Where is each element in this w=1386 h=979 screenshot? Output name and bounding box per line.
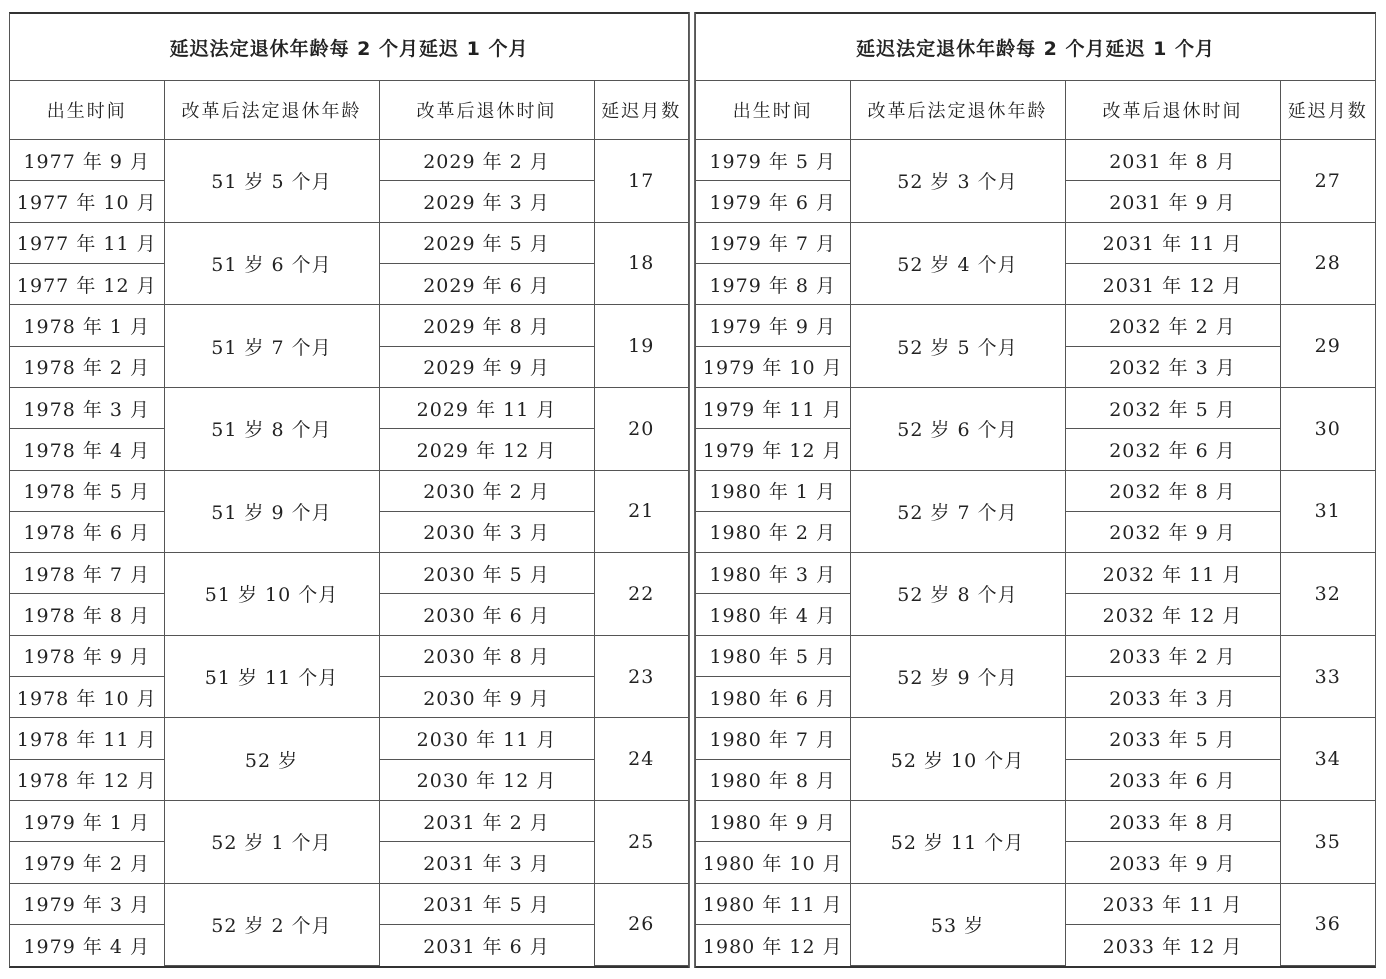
retirement-date-cell: 2032 年 5 月 bbox=[1065, 387, 1280, 428]
delay-months-cell: 35 bbox=[1280, 801, 1375, 884]
birth-date-cell: 1979 年 9 月 bbox=[696, 305, 850, 346]
birth-date-cell: 1979 年 5 月 bbox=[696, 140, 850, 181]
birth-date-cell: 1980 年 5 月 bbox=[696, 635, 850, 676]
retirement-age-cell: 52 岁 9 个月 bbox=[850, 635, 1065, 718]
retirement-age-cell: 51 岁 10 个月 bbox=[164, 553, 379, 636]
retirement-age-cell: 52 岁 1 个月 bbox=[164, 801, 379, 884]
retirement-table-left bbox=[10, 14, 688, 966]
delay-months-cell: 36 bbox=[1280, 883, 1375, 965]
retirement-date-cell: 2030 年 5 月 bbox=[379, 553, 594, 594]
delay-months-cell: 24 bbox=[594, 718, 688, 801]
delay-months-cell: 30 bbox=[1280, 387, 1375, 470]
table-row bbox=[10, 222, 688, 263]
retirement-date-cell: 2031 年 3 月 bbox=[379, 842, 594, 883]
birth-date-cell: 1980 年 9 月 bbox=[696, 801, 850, 842]
header-delay-months: 延迟月数 bbox=[1280, 81, 1375, 140]
retirement-date-cell: 2030 年 2 月 bbox=[379, 470, 594, 511]
retirement-date-cell: 2033 年 3 月 bbox=[1065, 677, 1280, 718]
retirement-date-cell: 2033 年 5 月 bbox=[1065, 718, 1280, 759]
retirement-date-cell: 2030 年 11 月 bbox=[379, 718, 594, 759]
delay-months-cell: 17 bbox=[594, 140, 688, 223]
delay-months-cell: 18 bbox=[594, 222, 688, 305]
retirement-date-cell: 2030 年 12 月 bbox=[379, 759, 594, 800]
retirement-date-cell: 2029 年 2 月 bbox=[379, 140, 594, 181]
retirement-date-cell: 2033 年 6 月 bbox=[1065, 759, 1280, 800]
birth-date-cell: 1979 年 10 月 bbox=[696, 346, 850, 387]
retirement-date-cell: 2030 年 9 月 bbox=[379, 677, 594, 718]
delay-months-cell: 28 bbox=[1280, 222, 1375, 305]
birth-date-cell: 1977 年 9 月 bbox=[10, 140, 164, 181]
header-delay-months: 延迟月数 bbox=[594, 81, 688, 140]
delay-months-cell: 31 bbox=[1280, 470, 1375, 553]
delay-months-cell: 20 bbox=[594, 387, 688, 470]
retirement-date-cell: 2030 年 8 月 bbox=[379, 635, 594, 676]
retirement-age-cell: 51 岁 7 个月 bbox=[164, 305, 379, 388]
delay-months-cell: 22 bbox=[594, 553, 688, 636]
retirement-age-cell: 51 岁 8 个月 bbox=[164, 387, 379, 470]
retirement-age-cell: 51 岁 11 个月 bbox=[164, 635, 379, 718]
birth-date-cell: 1980 年 1 月 bbox=[696, 470, 850, 511]
retirement-age-cell: 52 岁 bbox=[164, 718, 379, 801]
retirement-age-cell: 52 岁 5 个月 bbox=[850, 305, 1065, 388]
table-title: 延迟法定退休年龄每 2 个月延迟 1 个月 bbox=[10, 14, 688, 81]
birth-date-cell: 1979 年 6 月 bbox=[696, 181, 850, 222]
right-table-panel bbox=[695, 12, 1376, 968]
retirement-date-cell: 2029 年 8 月 bbox=[379, 305, 594, 346]
birth-date-cell: 1978 年 7 月 bbox=[10, 553, 164, 594]
retirement-date-cell: 2029 年 12 月 bbox=[379, 429, 594, 470]
retirement-date-cell: 2031 年 5 月 bbox=[379, 883, 594, 924]
birth-date-cell: 1978 年 11 月 bbox=[10, 718, 164, 759]
retirement-age-cell: 52 岁 8 个月 bbox=[850, 553, 1065, 636]
retirement-age-cell: 52 岁 11 个月 bbox=[850, 801, 1065, 884]
retirement-age-cell: 51 岁 6 个月 bbox=[164, 222, 379, 305]
table-row bbox=[696, 883, 1375, 924]
birth-date-cell: 1979 年 8 月 bbox=[696, 263, 850, 304]
birth-date-cell: 1979 年 2 月 bbox=[10, 842, 164, 883]
table-row bbox=[10, 801, 688, 842]
retirement-date-cell: 2031 年 12 月 bbox=[1065, 263, 1280, 304]
table-row bbox=[10, 553, 688, 594]
birth-date-cell: 1979 年 11 月 bbox=[696, 387, 850, 428]
delay-months-cell: 27 bbox=[1280, 140, 1375, 223]
retirement-date-cell: 2033 年 12 月 bbox=[1065, 924, 1280, 965]
retirement-date-cell: 2029 年 11 月 bbox=[379, 387, 594, 428]
birth-date-cell: 1980 年 7 月 bbox=[696, 718, 850, 759]
table-row bbox=[696, 222, 1375, 263]
table-row bbox=[10, 718, 688, 759]
retirement-date-cell: 2032 年 12 月 bbox=[1065, 594, 1280, 635]
table-row bbox=[10, 635, 688, 676]
retirement-date-cell: 2029 年 9 月 bbox=[379, 346, 594, 387]
retirement-age-cell: 52 岁 7 个月 bbox=[850, 470, 1065, 553]
retirement-date-cell: 2032 年 11 月 bbox=[1065, 553, 1280, 594]
retirement-age-cell: 52 岁 3 个月 bbox=[850, 140, 1065, 223]
retirement-date-cell: 2032 年 9 月 bbox=[1065, 511, 1280, 552]
delay-months-cell: 21 bbox=[594, 470, 688, 553]
header-retirement-date: 改革后退休时间 bbox=[379, 81, 594, 140]
birth-date-cell: 1978 年 5 月 bbox=[10, 470, 164, 511]
delay-months-cell: 26 bbox=[594, 883, 688, 965]
birth-date-cell: 1980 年 3 月 bbox=[696, 553, 850, 594]
birth-date-cell: 1979 年 1 月 bbox=[10, 801, 164, 842]
delay-months-cell: 25 bbox=[594, 801, 688, 884]
table-row bbox=[10, 305, 688, 346]
table-row bbox=[696, 470, 1375, 511]
birth-date-cell: 1978 年 12 月 bbox=[10, 759, 164, 800]
header-birth-date: 出生时间 bbox=[10, 81, 164, 140]
delay-months-cell: 34 bbox=[1280, 718, 1375, 801]
header-birth-date: 出生时间 bbox=[696, 81, 850, 140]
retirement-age-cell: 52 岁 6 个月 bbox=[850, 387, 1065, 470]
retirement-date-cell: 2032 年 2 月 bbox=[1065, 305, 1280, 346]
table-row bbox=[696, 553, 1375, 594]
birth-date-cell: 1978 年 4 月 bbox=[10, 429, 164, 470]
birth-date-cell: 1980 年 4 月 bbox=[696, 594, 850, 635]
retirement-age-cell: 53 岁 bbox=[850, 883, 1065, 965]
retirement-date-cell: 2030 年 3 月 bbox=[379, 511, 594, 552]
birth-date-cell: 1979 年 4 月 bbox=[10, 924, 164, 965]
birth-date-cell: 1977 年 11 月 bbox=[10, 222, 164, 263]
birth-date-cell: 1980 年 10 月 bbox=[696, 842, 850, 883]
birth-date-cell: 1980 年 8 月 bbox=[696, 759, 850, 800]
retirement-age-cell: 52 岁 4 个月 bbox=[850, 222, 1065, 305]
table-row bbox=[696, 140, 1375, 181]
delay-months-cell: 23 bbox=[594, 635, 688, 718]
table-row bbox=[10, 883, 688, 924]
table-row bbox=[696, 635, 1375, 676]
birth-date-cell: 1979 年 7 月 bbox=[696, 222, 850, 263]
retirement-table-right bbox=[696, 14, 1375, 966]
delay-months-cell: 19 bbox=[594, 305, 688, 388]
retirement-age-cell: 51 岁 9 个月 bbox=[164, 470, 379, 553]
birth-date-cell: 1980 年 12 月 bbox=[696, 924, 850, 965]
birth-date-cell: 1979 年 3 月 bbox=[10, 883, 164, 924]
retirement-date-cell: 2033 年 8 月 bbox=[1065, 801, 1280, 842]
table-row bbox=[10, 470, 688, 511]
delay-months-cell: 32 bbox=[1280, 553, 1375, 636]
table-row bbox=[696, 801, 1375, 842]
birth-date-cell: 1979 年 12 月 bbox=[696, 429, 850, 470]
birth-date-cell: 1978 年 9 月 bbox=[10, 635, 164, 676]
retirement-date-cell: 2029 年 6 月 bbox=[379, 263, 594, 304]
retirement-age-cell: 52 岁 2 个月 bbox=[164, 883, 379, 965]
delay-months-cell: 33 bbox=[1280, 635, 1375, 718]
retirement-date-cell: 2031 年 2 月 bbox=[379, 801, 594, 842]
birth-date-cell: 1978 年 1 月 bbox=[10, 305, 164, 346]
table-row bbox=[10, 387, 688, 428]
birth-date-cell: 1978 年 6 月 bbox=[10, 511, 164, 552]
birth-date-cell: 1980 年 6 月 bbox=[696, 677, 850, 718]
retirement-date-cell: 2033 年 11 月 bbox=[1065, 883, 1280, 924]
delay-months-cell: 29 bbox=[1280, 305, 1375, 388]
retirement-date-cell: 2031 年 8 月 bbox=[1065, 140, 1280, 181]
retirement-date-cell: 2033 年 9 月 bbox=[1065, 842, 1280, 883]
birth-date-cell: 1977 年 12 月 bbox=[10, 263, 164, 304]
retirement-age-cell: 51 岁 5 个月 bbox=[164, 140, 379, 223]
left-table-panel bbox=[9, 12, 689, 968]
header-retirement-date: 改革后退休时间 bbox=[1065, 81, 1280, 140]
birth-date-cell: 1977 年 10 月 bbox=[10, 181, 164, 222]
birth-date-cell: 1978 年 8 月 bbox=[10, 594, 164, 635]
retirement-date-cell: 2031 年 9 月 bbox=[1065, 181, 1280, 222]
header-retirement-age: 改革后法定退休年龄 bbox=[164, 81, 379, 140]
retirement-date-cell: 2032 年 8 月 bbox=[1065, 470, 1280, 511]
retirement-date-cell: 2031 年 11 月 bbox=[1065, 222, 1280, 263]
table-row bbox=[696, 387, 1375, 428]
retirement-date-cell: 2031 年 6 月 bbox=[379, 924, 594, 965]
retirement-date-cell: 2032 年 6 月 bbox=[1065, 429, 1280, 470]
birth-date-cell: 1978 年 10 月 bbox=[10, 677, 164, 718]
birth-date-cell: 1980 年 11 月 bbox=[696, 883, 850, 924]
table-row bbox=[10, 140, 688, 181]
retirement-date-cell: 2029 年 5 月 bbox=[379, 222, 594, 263]
retirement-date-cell: 2030 年 6 月 bbox=[379, 594, 594, 635]
retirement-date-cell: 2032 年 3 月 bbox=[1065, 346, 1280, 387]
table-row bbox=[696, 305, 1375, 346]
retirement-age-cell: 52 岁 10 个月 bbox=[850, 718, 1065, 801]
birth-date-cell: 1978 年 3 月 bbox=[10, 387, 164, 428]
table-row bbox=[696, 718, 1375, 759]
table-title: 延迟法定退休年龄每 2 个月延迟 1 个月 bbox=[696, 14, 1375, 81]
birth-date-cell: 1978 年 2 月 bbox=[10, 346, 164, 387]
header-retirement-age: 改革后法定退休年龄 bbox=[850, 81, 1065, 140]
retirement-date-cell: 2033 年 2 月 bbox=[1065, 635, 1280, 676]
retirement-date-cell: 2029 年 3 月 bbox=[379, 181, 594, 222]
birth-date-cell: 1980 年 2 月 bbox=[696, 511, 850, 552]
